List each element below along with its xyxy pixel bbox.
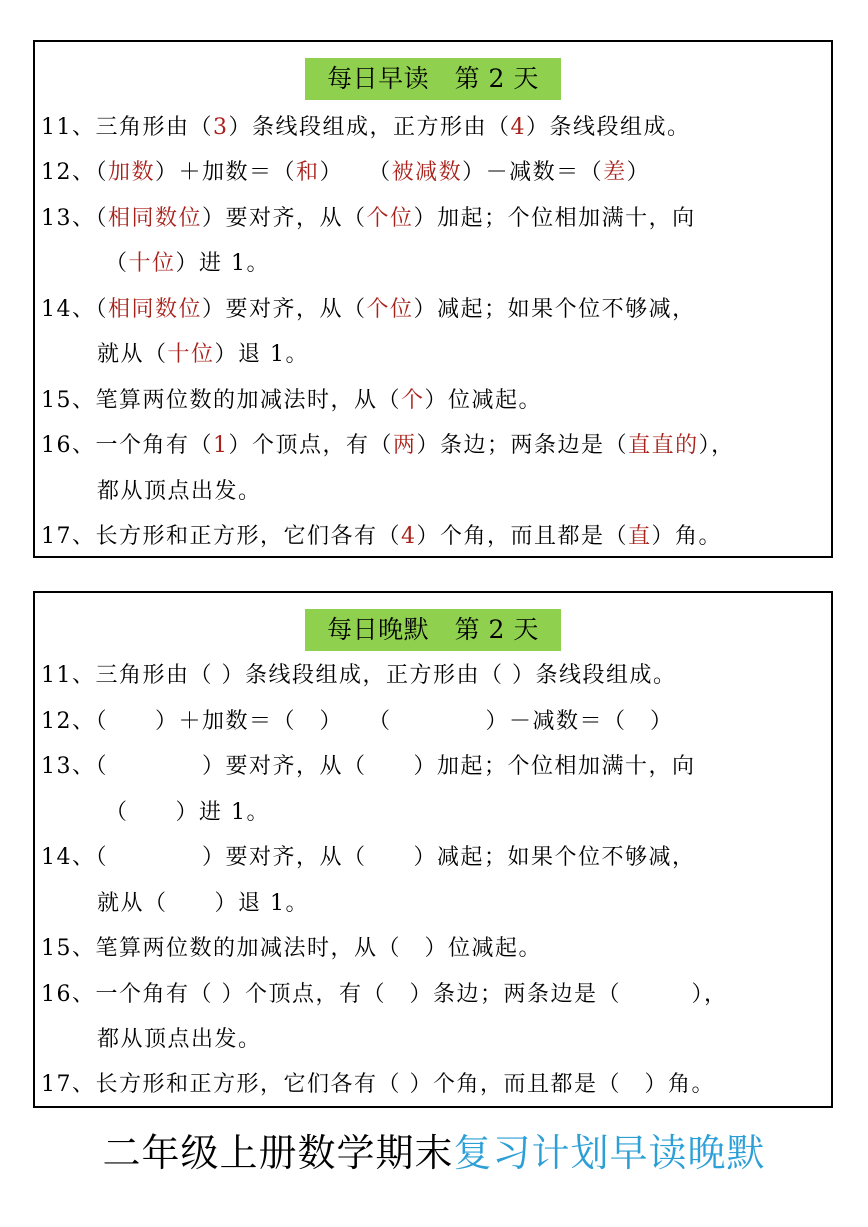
answer: 个	[401, 388, 425, 413]
answer: 差	[603, 160, 627, 185]
morning-q16: 16、一个角有（1）个顶点，有（两）条边；两条边是（直直的），	[41, 433, 735, 458]
footer-title	[0, 1125, 868, 1181]
answer: 十位	[128, 251, 176, 276]
evening-dictation-box	[33, 591, 833, 1108]
question-number: 14、	[41, 297, 96, 322]
answer: 直直的	[628, 433, 699, 458]
footer-accent-text: 复习计划早读晚默	[453, 1131, 766, 1175]
morning-q14-cont: 就从（十位）退 1。	[97, 342, 310, 367]
question-number: 12、	[41, 160, 96, 185]
answer: 相同数位	[108, 206, 203, 231]
morning-q13-cont: （十位）进 1。	[105, 251, 271, 276]
morning-q14: 14、（相同数位）要对齐，从（个位）减起；如果个位不够减，	[41, 297, 696, 322]
morning-q15: 15、笔算两位数的加减法时，从（个）位减起。	[41, 388, 543, 413]
evening-q17: 17、长方形和正方形，它们各有（ ）个角，而且都是（ ）角。	[41, 1072, 715, 1097]
answer: 个位	[366, 206, 414, 231]
morning-q17: 17、长方形和正方形，它们各有（4）个角，而且都是（直）角。	[41, 524, 723, 549]
answer: 个位	[366, 297, 414, 322]
answer: 4	[510, 115, 527, 140]
answer: 相同数位	[108, 297, 203, 322]
question-number: 17、	[41, 524, 96, 549]
evening-title: 每日晚默 第 2 天	[305, 609, 561, 651]
evening-q15: 15、笔算两位数的加减法时，从（ ）位减起。	[41, 936, 542, 961]
question-number: 11、	[41, 115, 96, 140]
answer: 3	[213, 115, 229, 140]
question-number: 16、	[41, 433, 96, 458]
question-number: 13、	[41, 206, 96, 231]
evening-q14-cont: 就从（ ）退 1。	[97, 891, 309, 916]
evening-q12: 12、（ ）＋加数＝（ ） （ ）－减数＝（ ）	[41, 709, 674, 734]
answer: 被减数	[391, 160, 463, 185]
answer: 加数	[108, 160, 156, 185]
morning-q12: 12、（加数）＋加数＝（和） （被减数）－减数＝（差）	[41, 160, 651, 185]
answer: 直	[628, 524, 652, 549]
evening-q11: 11、三角形由（ ）条线段组成，正方形由（ ）条线段组成。	[41, 663, 677, 688]
morning-title: 每日早读 第 2 天	[305, 58, 561, 100]
evening-q13: 13、（ ）要对齐，从（ ）加起；个位相加满十，向	[41, 754, 696, 779]
evening-q16: 16、一个角有（ ）个顶点，有（ ）条边；两条边是（ ），	[41, 982, 728, 1007]
morning-q13: 13、（相同数位）要对齐，从（个位）加起；个位相加满十，向	[41, 206, 696, 231]
morning-q16-cont: 都从顶点出发。	[97, 479, 262, 504]
morning-q11: 11、三角形由（3）条线段组成，正方形由（4）条线段组成。	[41, 115, 691, 140]
answer: 和	[296, 160, 320, 185]
evening-q14: 14、（ ）要对齐，从（ ）减起；如果个位不够减，	[41, 845, 696, 870]
answer: 两	[393, 433, 417, 458]
answer: 十位	[167, 342, 215, 367]
question-number: 15、	[41, 388, 96, 413]
evening-q16-cont: 都从顶点出发。	[97, 1027, 262, 1052]
answer: 4	[401, 524, 417, 549]
footer-main-text: 二年级上册数学期末	[102, 1131, 454, 1175]
morning-reading-box	[33, 40, 833, 558]
answer: 1	[213, 433, 229, 458]
evening-q13-cont: （ ）进 1。	[105, 800, 270, 825]
